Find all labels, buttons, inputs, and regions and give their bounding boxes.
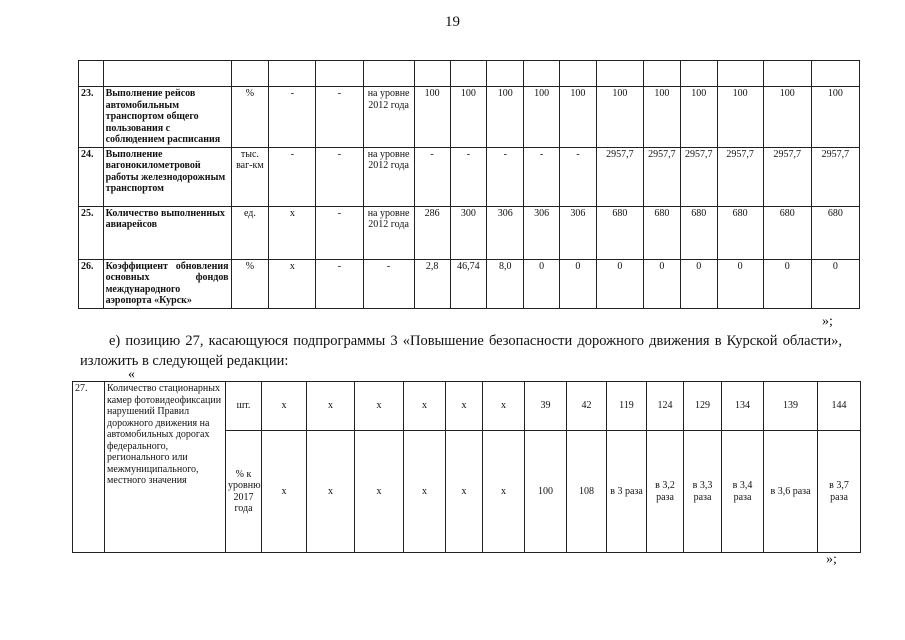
unit-cell: % к уровню 2017 года xyxy=(226,431,262,553)
value-cell: x xyxy=(307,382,355,431)
closing-quote-2: »; xyxy=(826,552,837,567)
row-number: 26. xyxy=(79,259,104,308)
value-cell: 2957,7 xyxy=(717,147,763,206)
value-cell: 286 xyxy=(414,206,450,259)
value-cell: в 3,3 раза xyxy=(684,431,722,553)
value-cell: 39 xyxy=(525,382,567,431)
value-cell: 100 xyxy=(524,87,560,148)
indicator-name: Выполнение вагонокилометровой работы железнодорожным транспортом xyxy=(103,147,231,206)
value-cell: 42 xyxy=(567,382,607,431)
value-cell: 306 xyxy=(487,206,524,259)
row-number: 23. xyxy=(79,87,104,148)
value-cell: 139 xyxy=(764,382,818,431)
value-cell: 8,0 xyxy=(487,259,524,308)
value-cell: 680 xyxy=(643,206,680,259)
value-cell: x xyxy=(446,382,483,431)
row-number: 24. xyxy=(79,147,104,206)
unit-cell: шт. xyxy=(226,382,262,431)
value-cell: 46,74 xyxy=(450,259,487,308)
value-cell: 134 xyxy=(722,382,764,431)
value-cell: 0 xyxy=(763,259,811,308)
value-cell: 100 xyxy=(414,87,450,148)
base-value-cell: - xyxy=(363,259,414,308)
value-cell: x xyxy=(446,431,483,553)
value-cell: в 3,7 раза xyxy=(818,431,861,553)
value-cell: x xyxy=(355,431,404,553)
value-cell: 100 xyxy=(560,87,597,148)
value-cell: - xyxy=(487,147,524,206)
value-cell: 306 xyxy=(524,206,560,259)
value-cell: 680 xyxy=(596,206,643,259)
value-cell: 2957,7 xyxy=(811,147,859,206)
value-cell: x xyxy=(262,431,307,553)
value-cell: - xyxy=(560,147,597,206)
indicator-name: Выполнение рейсов автомобильным транспортом общего пользования с соблюдением расписания xyxy=(103,87,231,148)
value-cell: 100 xyxy=(763,87,811,148)
indicator-name: Коэффициент обновления основных фондов международного аэропорта «Курск» xyxy=(103,259,231,308)
value-cell: x xyxy=(269,259,316,308)
indicator-name: Количество стационарных камер фотовидеофиксации нарушений Правил дорожного движения на автомобильных дорогах федерального, регионального или межмуниципального, местного значения xyxy=(105,382,226,553)
value-cell: 100 xyxy=(811,87,859,148)
table-row xyxy=(79,87,860,148)
value-cell: x xyxy=(483,382,525,431)
value-cell: 300 xyxy=(450,206,487,259)
base-value-cell: на уровне 2012 года xyxy=(363,87,414,148)
value-cell: 680 xyxy=(763,206,811,259)
value-cell: 2957,7 xyxy=(680,147,717,206)
value-cell: 100 xyxy=(717,87,763,148)
value-cell: 100 xyxy=(450,87,487,148)
value-cell: x xyxy=(404,431,446,553)
value-cell: x xyxy=(355,382,404,431)
value-cell: - xyxy=(316,259,363,308)
page-number: 19 xyxy=(445,14,460,30)
value-cell: - xyxy=(316,206,363,259)
value-cell: 680 xyxy=(811,206,859,259)
table-row xyxy=(79,206,860,259)
value-cell: 680 xyxy=(680,206,717,259)
value-cell: 124 xyxy=(647,382,684,431)
value-cell: 680 xyxy=(717,206,763,259)
indicators-table-2 xyxy=(72,381,861,553)
value-cell: в 3 раза xyxy=(607,431,647,553)
value-cell: 100 xyxy=(680,87,717,148)
value-cell: 0 xyxy=(524,259,560,308)
value-cell: 0 xyxy=(560,259,597,308)
value-cell: 100 xyxy=(525,431,567,553)
value-cell: 0 xyxy=(717,259,763,308)
value-cell: 119 xyxy=(607,382,647,431)
unit-cell: % xyxy=(231,259,269,308)
value-cell: - xyxy=(269,147,316,206)
value-cell: x xyxy=(404,382,446,431)
unit-cell: тыс. ваг-км xyxy=(231,147,269,206)
closing-quote-1: »; xyxy=(822,314,833,329)
value-cell: 0 xyxy=(643,259,680,308)
value-cell: 144 xyxy=(818,382,861,431)
indicator-name: Количество выполненных авиарейсов xyxy=(103,206,231,259)
value-cell: - xyxy=(269,87,316,148)
value-cell: в 3,2 раза xyxy=(647,431,684,553)
value-cell: в 3,6 раза xyxy=(764,431,818,553)
value-cell: 2957,7 xyxy=(763,147,811,206)
value-cell: x xyxy=(307,431,355,553)
value-cell: 100 xyxy=(596,87,643,148)
opening-quote: « xyxy=(128,367,135,382)
base-value-cell: на уровне 2012 года xyxy=(363,206,414,259)
value-cell: 2957,7 xyxy=(596,147,643,206)
value-cell: 0 xyxy=(811,259,859,308)
value-cell: в 3,4 раза xyxy=(722,431,764,553)
value-cell: 306 xyxy=(560,206,597,259)
unit-cell: % xyxy=(231,87,269,148)
value-cell: 100 xyxy=(487,87,524,148)
value-cell: - xyxy=(316,87,363,148)
value-cell: 100 xyxy=(643,87,680,148)
value-cell: - xyxy=(414,147,450,206)
value-cell: 129 xyxy=(684,382,722,431)
row-number: 25. xyxy=(79,206,104,259)
value-cell: 2957,7 xyxy=(643,147,680,206)
value-cell: - xyxy=(450,147,487,206)
indicators-table-1 xyxy=(78,60,860,309)
row-number: 27. xyxy=(73,382,105,553)
value-cell: 108 xyxy=(567,431,607,553)
amendment-paragraph: е) позицию 27, касающуюся подпрограммы 3 «Повышение безопасности дорожного движения в Курской области», изложить в следующей редакции: xyxy=(80,333,842,369)
value-cell: x xyxy=(262,382,307,431)
value-cell: 2,8 xyxy=(414,259,450,308)
unit-cell: ед. xyxy=(231,206,269,259)
value-cell: - xyxy=(524,147,560,206)
value-cell: x xyxy=(483,431,525,553)
value-cell: x xyxy=(269,206,316,259)
table-row xyxy=(79,259,860,308)
base-value-cell: на уровне 2012 года xyxy=(363,147,414,206)
value-cell: 0 xyxy=(680,259,717,308)
table-row xyxy=(73,382,861,431)
table-row xyxy=(79,147,860,206)
value-cell: 0 xyxy=(596,259,643,308)
table-row-header-stub xyxy=(79,61,860,87)
value-cell: - xyxy=(316,147,363,206)
